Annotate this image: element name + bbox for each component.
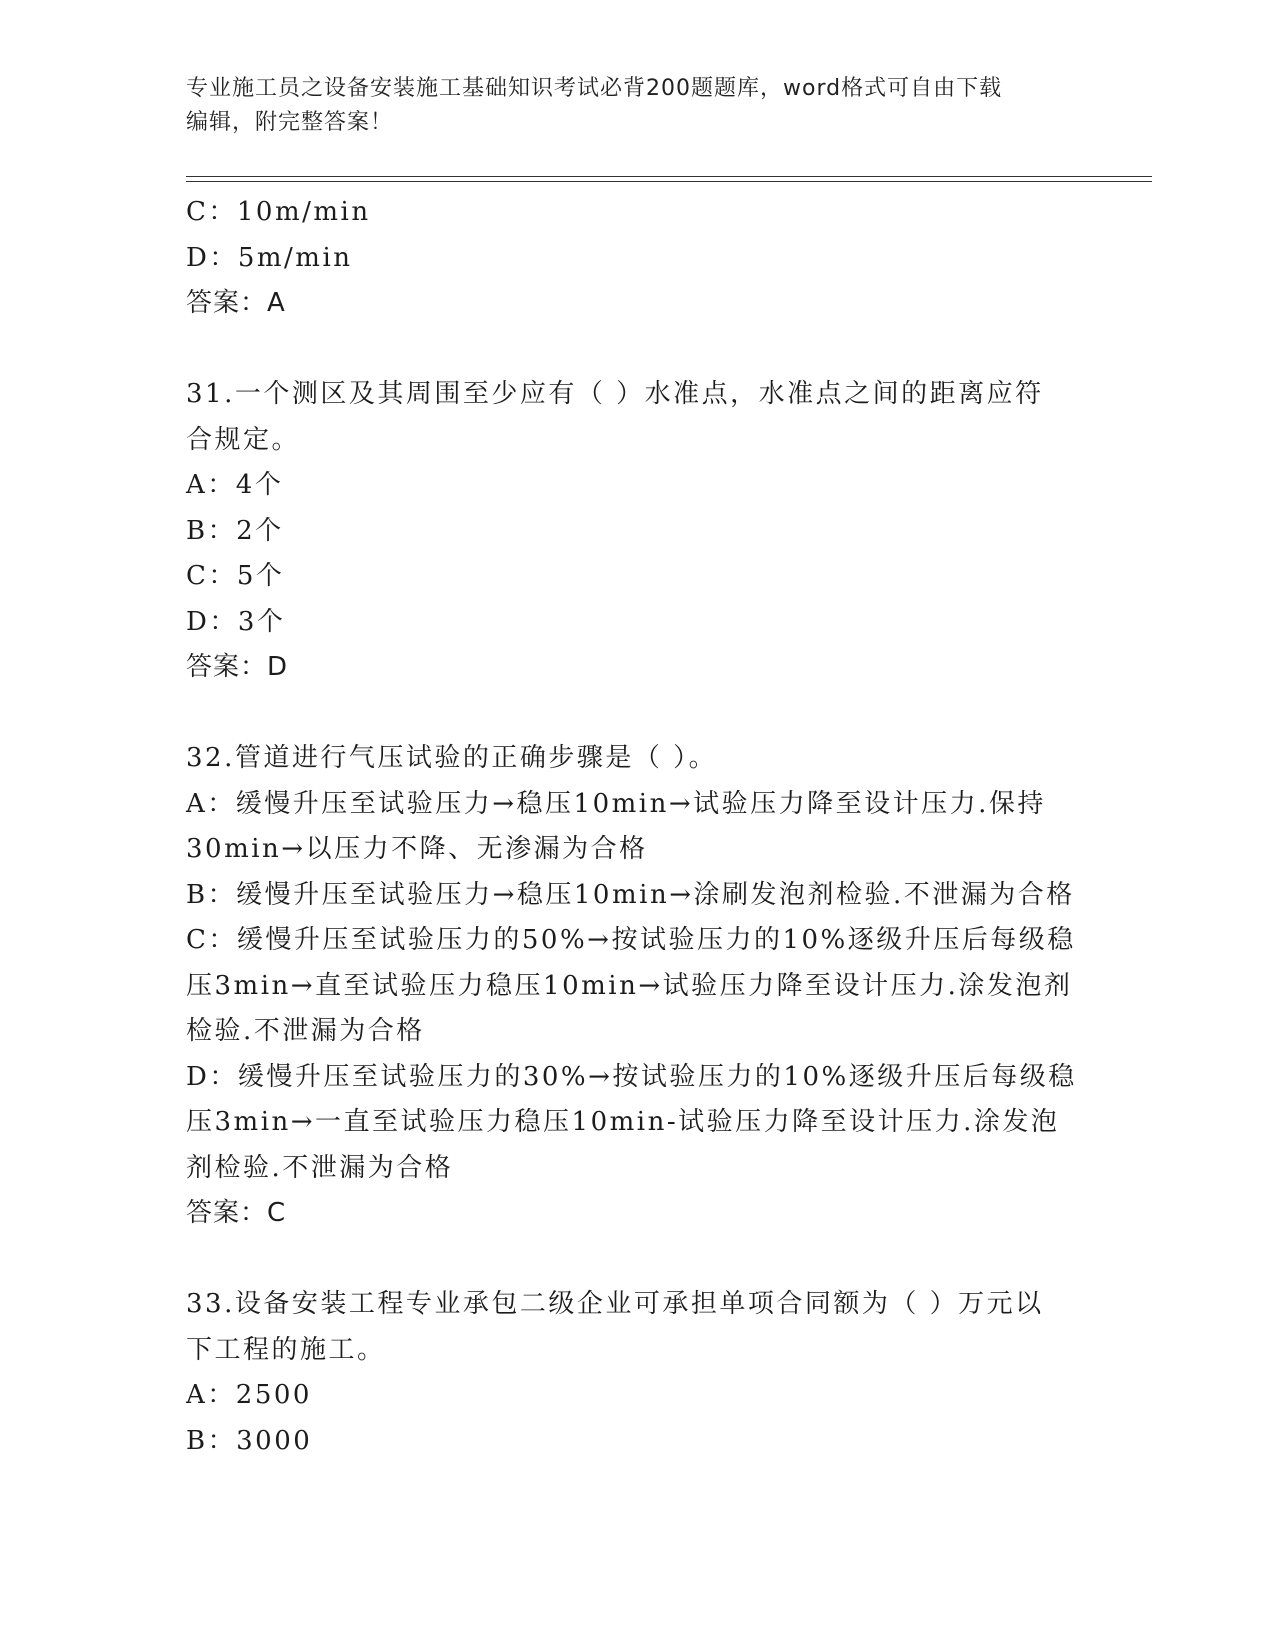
question-30-tail	[186, 190, 1086, 327]
question-stem: 31.一个测区及其周围至少应有（ ）水准点，水准点之间的距离应符	[186, 379, 1044, 409]
option-d: D：3个	[186, 606, 286, 637]
answer-line: 答案：A	[186, 288, 286, 318]
question-stem-continued: 下工程的施工。	[186, 1334, 386, 1365]
option-d: D：5m/min	[186, 242, 353, 273]
option-d-continued: 剂检验.不泄漏为合格	[186, 1152, 454, 1183]
question-33	[186, 1282, 1086, 1464]
question-stem-continued: 合规定。	[186, 424, 301, 455]
option-a: A：2500	[186, 1380, 312, 1410]
option-d-continued: 压3min→一直至试验压力稳压10min-试验压力降至设计压力.涂发泡	[186, 1107, 1060, 1137]
option-c-continued: 压3min→直至试验压力稳压10min→试验压力降至设计压力.涂发泡剂	[186, 970, 1073, 1001]
header-title-line-2: 编辑，附完整答案！	[186, 110, 394, 135]
option-a: A：4个	[186, 470, 284, 500]
spacer	[186, 327, 1086, 373]
page-header	[186, 72, 1066, 140]
option-b: B：缓慢升压至试验压力→稳压10min→涂刷发泡剂检验.不泄漏为合格	[186, 879, 1075, 910]
question-31	[186, 372, 1086, 691]
question-content	[186, 190, 1086, 1464]
option-d: D：缓慢升压至试验压力的30%→按试验压力的10%逐级升压后每级稳	[186, 1061, 1077, 1092]
option-c: C：5个	[186, 561, 285, 591]
option-c: C：10m/min	[186, 197, 371, 227]
option-a-continued: 30min→以压力不降、无渗漏为合格	[186, 834, 648, 864]
header-divider-top	[186, 176, 1152, 177]
question-stem: 32.管道进行气压试验的正确步骤是（ ）。	[186, 743, 718, 773]
option-b: B：3000	[186, 1425, 313, 1456]
option-c-continued: 检验.不泄漏为合格	[186, 1016, 425, 1046]
spacer	[186, 691, 1086, 737]
header-divider-bottom	[186, 181, 1152, 182]
answer-line: 答案：D	[186, 652, 289, 682]
answer-line: 答案：C	[186, 1198, 287, 1228]
question-stem: 33.设备安装工程专业承包二级企业可承担单项合同额为（ ）万元以	[186, 1289, 1044, 1319]
question-32	[186, 736, 1086, 1237]
option-a: A：缓慢升压至试验压力→稳压10min→试验压力降至设计压力.保持	[186, 788, 1046, 819]
header-title-line-1: 专业施工员之设备安装施工基础知识考试必背200题题库，word格式可自由下载	[186, 76, 1003, 101]
option-c: C：缓慢升压至试验压力的50%→按试验压力的10%逐级升压后每级稳	[186, 925, 1076, 955]
option-b: B：2个	[186, 515, 284, 546]
spacer	[186, 1237, 1086, 1283]
